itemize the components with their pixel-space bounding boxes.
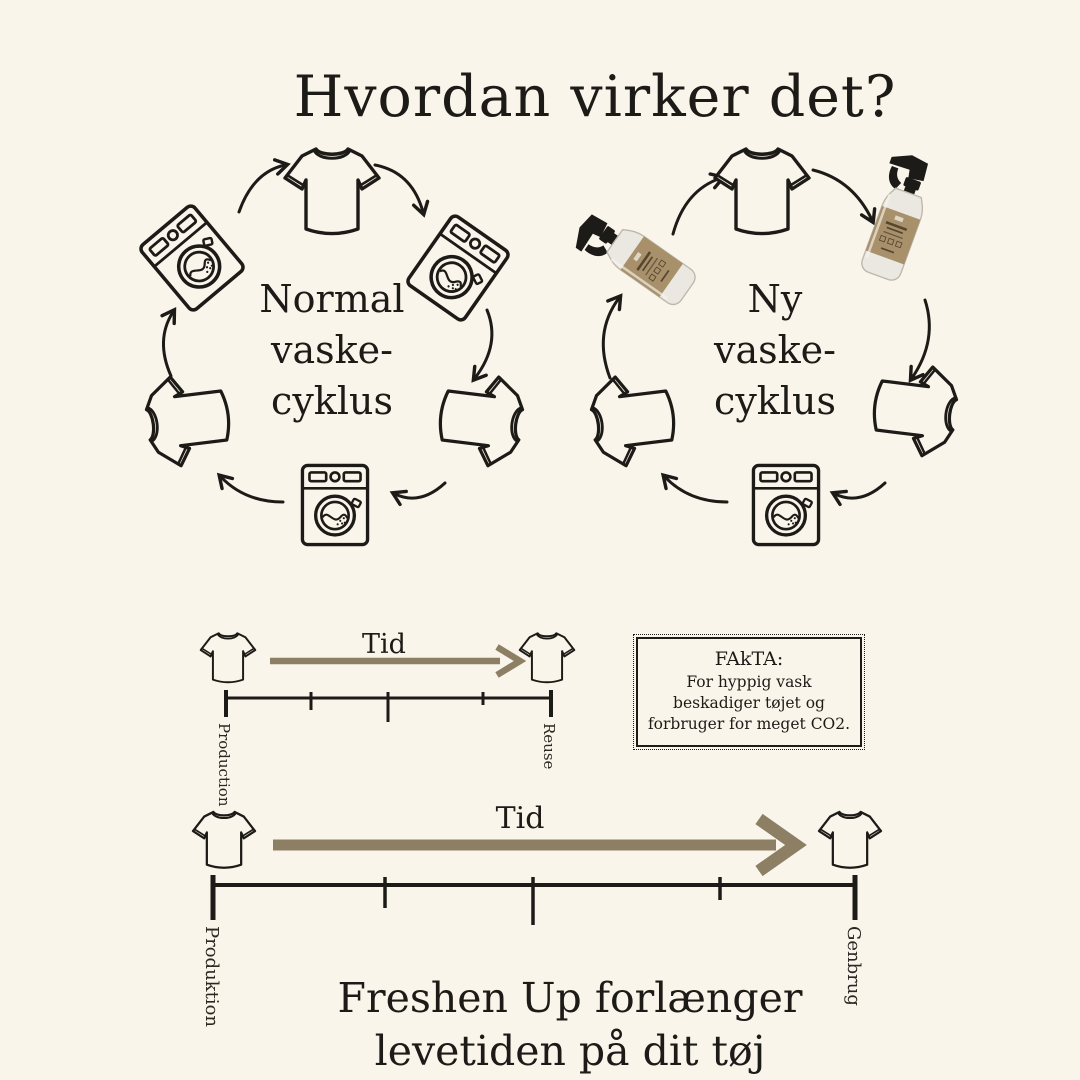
footer-line: levetiden på dit tøj	[374, 1027, 766, 1075]
normal-cycle-label	[182, 274, 482, 427]
timeline-end-label: Genbrug	[843, 926, 864, 1006]
footer-tagline	[170, 972, 970, 1078]
normal-wash-cycle-diagram	[115, 128, 555, 573]
timeline-start-label: Production	[215, 723, 233, 807]
timeline-start-label: Produktion	[201, 926, 222, 1027]
new-wash-cycle-diagram	[555, 128, 995, 573]
fact-box	[636, 637, 862, 747]
tshirt-icon	[201, 633, 256, 682]
fact-box-body: For hyppig vask beskadiger tøjet og forbruger for meget CO2.	[647, 673, 851, 733]
timeline-axis	[226, 690, 551, 722]
timeline-normal-lifetime	[170, 613, 620, 823]
tshirt-icon	[819, 812, 881, 868]
timeline-axis	[213, 875, 855, 925]
timeline-end-label: Reuse	[540, 723, 558, 770]
cycle-label-line: Normal	[259, 277, 405, 321]
spray-bottle-icon	[852, 149, 940, 283]
cycle-label-line: vaske-	[271, 328, 393, 372]
cycle-label-line: cyklus	[714, 379, 836, 423]
page-title: Hvordan virker det?	[293, 64, 897, 131]
washing-machine-icon	[753, 465, 818, 544]
fact-box-heading: FAkTA:	[714, 648, 784, 670]
tshirt-icon	[520, 633, 575, 682]
tshirt-icon	[715, 149, 809, 234]
time-arrow-label: Tid	[495, 801, 545, 836]
tshirt-icon	[193, 812, 255, 868]
time-arrow-label: Tid	[362, 629, 406, 660]
cycle-label-line: vaske-	[714, 328, 836, 372]
tshirt-icon	[285, 149, 379, 234]
cycle-label-line: cyklus	[271, 379, 393, 423]
cycle-label-line: Ny	[747, 277, 803, 321]
footer-line: Freshen Up forlænger	[337, 974, 803, 1022]
new-cycle-label	[625, 274, 925, 427]
washing-machine-icon	[302, 465, 367, 544]
